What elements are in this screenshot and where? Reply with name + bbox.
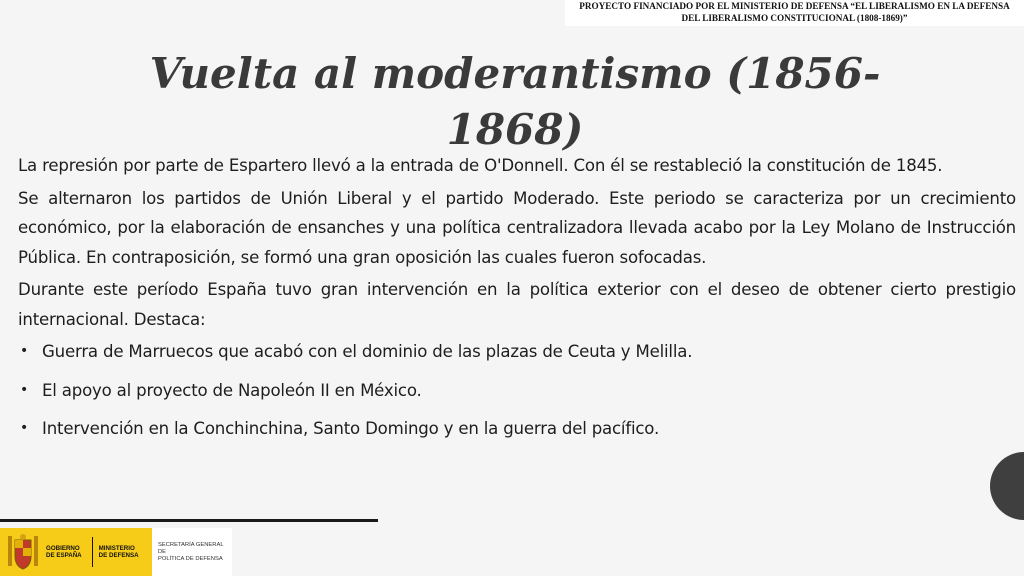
bullet-item (18, 376, 1016, 406)
bullet-icon: • (20, 420, 29, 436)
logo-separator (92, 537, 93, 567)
footer-divider (0, 519, 378, 522)
bullet-list (18, 337, 1016, 444)
bullet-text: Guerra de Marruecos que acabó con el dominio de las plazas de Ceuta y Melilla. (42, 342, 693, 361)
ministry-text: MINISTERIO DE DEFENSA (98, 544, 139, 559)
ministry-logo (0, 528, 232, 576)
decorative-circle (990, 452, 1024, 520)
bullet-icon: • (20, 381, 29, 398)
coat-of-arms-icon (6, 532, 40, 572)
paragraph-1: La represión por parte de Espartero llevó a la entrada de O'Donnell. Con él se restableció la constitución de 1845. (18, 156, 943, 175)
bullet-icon: • (20, 343, 29, 359)
paragraph-2: Se alternaron los partidos de Unión Liberal y el partido Moderado. Este periodo se caracteriza por un crecimiento económico, por la elaboración de ensanches y una política centralizadora llevada acabo por la Ley Molano de Instrucción Pública. En contraposición, se formó una gran oposición las cuales fueron sofocadas. (18, 188, 1016, 267)
slide-title: Vuelta al moderantismo (1856-1868) (149, 49, 881, 154)
banner-line-1: PROYECTO FINANCIADO POR EL MINISTERIO DE DEFENSA “EL LIBERALISMO EN LA DEFENSA (579, 1, 1010, 11)
gov-text: GOBIERNO DE ESPAÑA (46, 544, 82, 559)
secretariat-text: SECRETARÍA GENERAL DE POLÍTICA DE DEFENSA (157, 541, 224, 562)
banner-line-2: DEL LIBERALISMO CONSTITUCIONAL (1808-1869)” (681, 12, 908, 23)
bullet-item (18, 337, 1016, 367)
bullet-item (18, 414, 1016, 444)
bullet-text: Intervención en la Conchinchina, Santo Domingo y en la guerra del pacífico. (42, 419, 660, 438)
logo-yellow-panel (0, 528, 152, 576)
bullet-text: El apoyo al proyecto de Napoleón II en México. (42, 380, 422, 400)
slide-body (18, 151, 1016, 453)
paragraph-3: Durante este período España tuvo gran intervención en la política exterior con el deseo de obtener cierto prestigio internacional. Destaca: (18, 280, 1016, 329)
funding-banner (565, 0, 1024, 26)
